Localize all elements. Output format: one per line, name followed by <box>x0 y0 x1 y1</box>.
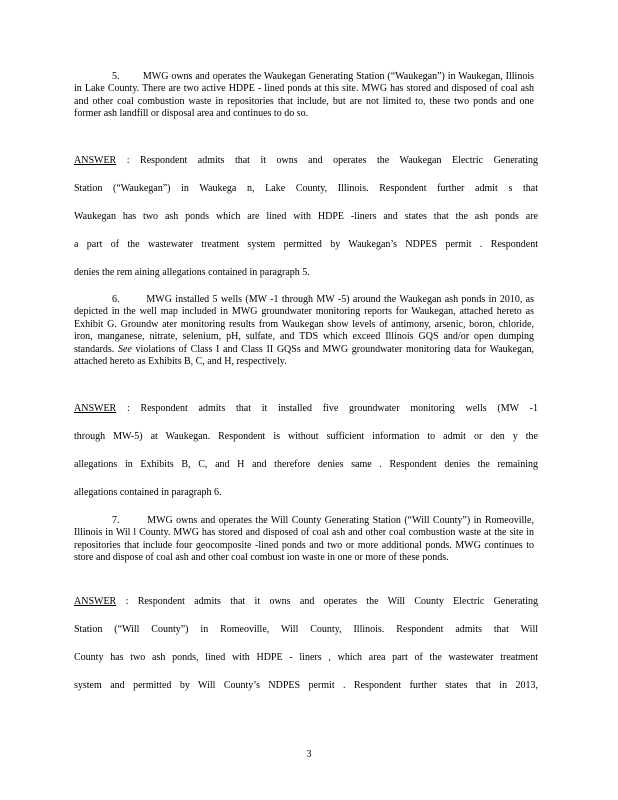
paragraph-number-gap <box>120 515 148 526</box>
answer-line: denies the rem aining allegations contained in paragraph 5. <box>74 267 310 278</box>
answer-label: ANSWER <box>74 155 117 166</box>
answer-line <box>74 596 538 608</box>
paragraph-text-continued: violations of Class I and Class II GQSs and MWG groundwater monitoring data for Waukegan, attached hereto as Exhibits B, C, and H, respectively. <box>74 343 535 368</box>
paragraph-number: 5. <box>112 71 120 82</box>
answer-line: allegations contained in paragraph 6. <box>74 487 222 498</box>
paragraph-text: MWG installed 5 wells (MW -1 through MW -5) around the Waukegan ash ponds in 2010, as depicted in the well map included in MWG groundwater monitoring reports for Waukegan, attached hereto as Exhibit G. Groundw ater monitoring results from Waukegan show levels of antimony, arsenic, boron, chloride, iron, manganese, nitrate, selenium, pH, sulfate, and TDS which exceed Illinois GQS and/or open dumping standards. <box>74 294 535 355</box>
answer-text: : Respondent admits that it owns and operates the Will County Electric Generating <box>125 596 538 607</box>
answer-line <box>74 403 538 415</box>
answer-line: through MW-5) at Waukegan. Respondent is without sufficient information to admit or den y the <box>74 431 538 442</box>
paragraph-text: MWG owns and operates the Will County Generating Station (“Will County”) in Romeoville, Illinois in Wil l County. MWG has stored and disposed of coal ash and other coal combustion waste at the site in repositories that include four geocomposite -lined ponds and two or more additional ponds. MWG continues to store and dispose of coal ash and other coal combust ion waste in one or more of these ponds. <box>74 515 534 564</box>
paragraph-6 <box>74 294 534 368</box>
answer-line: system and permitted by Will County’s NDPES permit . Respondent further states that in 2013, <box>74 680 538 691</box>
paragraph-7 <box>74 515 534 565</box>
answer-line: County has two ash ponds, lined with HDPE - liners , which area part of the wastewater treatment <box>74 652 538 663</box>
answer-line: Station (“Waukegan”) in Waukega n, Lake County, Illinois. Respondent further admit s that <box>74 183 538 194</box>
answer-line: Station (“Will County”) in Romeoville, Will County, Illinois. Respondent admits that Will <box>74 624 538 635</box>
page-number: 3 <box>306 749 312 760</box>
answer-text: : Respondent admits that it installed five groundwater monitoring wells (MW -1 <box>127 403 538 414</box>
answer-line <box>74 155 538 167</box>
paragraph-number-gap <box>120 294 147 305</box>
answer-line: a part of the wastewater treatment system permitted by Waukegan’s NDPES permit . Respondent <box>74 239 538 250</box>
paragraph-number: 7. <box>112 515 120 526</box>
paragraph-5 <box>74 71 534 121</box>
answer-label: ANSWER <box>74 403 117 414</box>
paragraph-number-gap <box>120 71 143 82</box>
paragraph-text: MWG owns and operates the Waukegan Generating Station (“Waukegan”) in Waukegan, Illinois in Lake County. There are two active HDPE - lined ponds at this site. MWG has stored and disposed of coal ash and other coal combustion waste in repositories that include, but are not limited to, these two ponds and one former ash landfill or disposal area and continues to do so. <box>74 71 535 120</box>
answer-label: ANSWER <box>74 596 117 607</box>
see-signal: See <box>117 343 132 355</box>
paragraph-number: 6. <box>112 294 120 305</box>
answer-line: Waukegan has two ash ponds which are lined with HDPE -liners and states that the ash ponds are <box>74 211 538 222</box>
answer-line: allegations in Exhibits B, C, and H and therefore denies same . Respondent denies the remaining <box>74 459 538 470</box>
answer-text: : Respondent admits that it owns and operates the Waukegan Electric Generating <box>126 155 538 166</box>
